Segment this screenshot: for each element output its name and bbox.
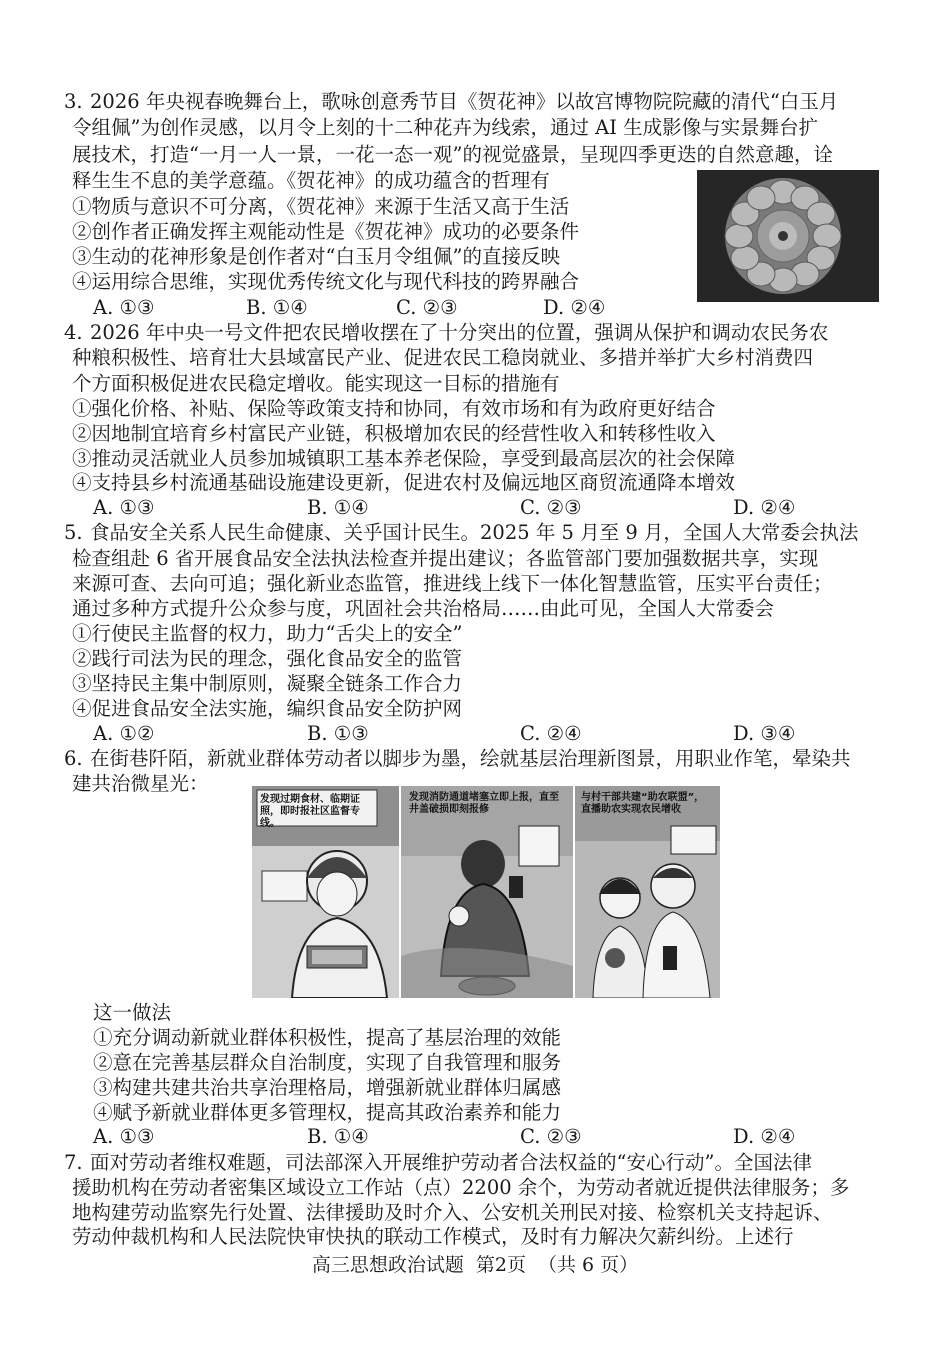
question-stem-line: 2026 年中央一号文件把农民增收摆在了十分突出的位置，强调从保护和调动农民务农 [90, 321, 829, 344]
livestream-illustration [575, 786, 720, 998]
question-lead: 这一做法 [93, 1001, 172, 1024]
question-stem-line: 援助机构在劳动者密集区域设立工作站（点）2200 余个，为劳动者就近提供法律服务；多 [72, 1176, 850, 1199]
question-stem-line: 检查组赴 6 省开展食品安全法执法检查并提出建议；各监管部门要加强数据共享，实现 [72, 547, 819, 570]
option-b: B. ①④ [307, 496, 369, 519]
option-c: C. ②③ [520, 496, 582, 519]
question-stem-line: 建共治微星光： [72, 772, 209, 795]
option-c: C. ②④ [520, 722, 582, 745]
question-stem-line: 地构建劳动监察先行处置、法律援助及时介入、公安机关刑民对接、检察机关支持起诉、 [72, 1201, 833, 1224]
question-stem-line: 释生生不息的美学意蕴。《贺花神》的成功蕴含的哲理有 [72, 169, 550, 192]
question-stem-line: 令组佩”为创作灵感，以月令上刻的十二种花卉为线索，通过 AI 生成影像与实景舞台扩 [72, 116, 819, 139]
question-stem-line: 食品安全关系人民生命健康、关乎国计民生。2025 年 5 月至 9 月，全国人大常委会执法 [90, 521, 859, 544]
option-a: A. ①③ [93, 296, 155, 319]
footer-total-pages: （共 6 页） [537, 1254, 639, 1276]
comic-panel-livestream [575, 786, 720, 998]
footer-title: 高三思想政治试题 [311, 1254, 464, 1276]
option-d: D. ③④ [733, 722, 796, 745]
option-d: D. ②④ [733, 496, 796, 519]
comic-panel-delivery-rider [401, 786, 573, 998]
answer-item: ②创作者正确发挥主观能动性是《贺花神》成功的必要条件 [72, 220, 580, 243]
question-stem-line: 劳动仲裁机构和人民法院快审快执的联动工作模式，及时有力解决欠薪纠纷。上述行 [72, 1225, 794, 1248]
answer-item: ③构建共建共治共享治理格局，增强新就业群体归属感 [93, 1076, 562, 1099]
footer-page-number: 第2页 [475, 1254, 526, 1276]
option-c: C. ②③ [520, 1125, 582, 1148]
answer-item: ③坚持民主集中制原则，凝聚全链条工作合力 [72, 672, 463, 695]
answer-item: ②因地制宜培育乡村富民产业链，积极增加农民的经营性收入和转移性收入 [72, 422, 716, 445]
answer-item: ①强化价格、补贴、保险等政策支持和协同，有效市场和有为政府更好结合 [72, 397, 716, 420]
panel-caption: 发现消防通道堵塞立即上报，直至井盖破损即刻报修 [409, 792, 559, 815]
question-stem-line: 2026 年央视春晚舞台上，歌咏创意秀节目《贺花神》以故宫博物院院藏的清代“白玉月 [90, 90, 839, 113]
answer-item: ④运用综合思维，实现优秀传统文化与现代科技的跨界融合 [72, 270, 580, 293]
question-stem-line: 在街巷阡陌，新就业群体劳动者以脚步为墨，绘就基层治理新图景，用职业作笔，晕染共 [90, 747, 851, 770]
question-number: 3. [64, 90, 83, 113]
option-a: A. ①③ [93, 496, 155, 519]
answer-item: ④促进食品安全法实施，编织食品安全防护网 [72, 697, 463, 720]
page-footer [0, 1252, 950, 1278]
question-number: 7. [64, 1151, 83, 1174]
question-stem-line: 种粮积极性、培育壮大县域富民产业、促进农民工稳岗就业、多措并举扩大乡村消费四 [72, 346, 814, 369]
delivery-rider-illustration [401, 786, 573, 998]
question-number: 6. [64, 747, 83, 770]
answer-item: ①物质与意识不可分离，《贺花神》来源于生活又高于生活 [72, 195, 570, 218]
question-stem-line: 个方面积极促进农民稳定增收。能实现这一目标的措施有 [72, 372, 560, 395]
answer-item: ②意在完善基层群众自治制度，实现了自我管理和服务 [93, 1051, 562, 1074]
option-b: B. ①④ [307, 1125, 369, 1148]
question-stem-line: 来源可查、去向可追；强化新业态监管，推进线上线下一体化智慧监管，压实平台责任； [72, 572, 833, 595]
option-c: C. ②③ [396, 296, 458, 319]
answer-item: ③推动灵活就业人员参加城镇职工基本养老保险，享受到最高层次的社会保障 [72, 447, 736, 470]
question-stem-line: 展技术，打造“一月一人一景，一花一态一观”的视觉盛景，呈现四季更迭的自然意趣，诠 [72, 143, 833, 166]
question-number: 4. [64, 321, 83, 344]
question-stem-line: 通过多种方式提升公众参与度，巩固社会共治格局……由此可见，全国人大常委会 [72, 597, 775, 620]
option-d: D. ②④ [543, 296, 606, 319]
jade-pendant-photo [697, 170, 879, 302]
answer-item: ③生动的花神形象是创作者对“白玉月令组佩”的直接反映 [72, 245, 560, 268]
option-a: A. ①② [93, 722, 155, 745]
panel-caption: 与村干部共建“助农联盟”，直播助农实现农民增收 [581, 792, 705, 815]
option-a: A. ①③ [93, 1125, 155, 1148]
answer-item: ①行使民主监督的权力，助力“舌尖上的安全” [72, 622, 463, 645]
question-number: 5. [64, 521, 83, 544]
answer-item: ①充分调动新就业群体积极性，提高了基层治理的效能 [93, 1026, 562, 1049]
panel-caption: 发现过期食材、临期证照，即时报社区监督专线。 [260, 794, 360, 829]
option-d: D. ②④ [733, 1125, 796, 1148]
comic-panel-courier [252, 786, 399, 998]
answer-item: ④赋予新就业群体更多管理权，提高其政治素养和能力 [93, 1101, 562, 1124]
answer-item: ②践行司法为民的理念，强化食品安全的监管 [72, 647, 463, 670]
question-stem-line: 面对劳动者维权难题，司法部深入开展维护劳动者合法权益的“安心行动”。全国法律 [90, 1151, 812, 1174]
answer-item: ④支持县乡村流通基础设施建设更新，促进农村及偏远地区商贸流通降本增效 [72, 471, 736, 494]
jade-pendant-image [697, 170, 879, 302]
option-b: B. ①④ [246, 296, 308, 319]
option-b: B. ①③ [307, 722, 369, 745]
